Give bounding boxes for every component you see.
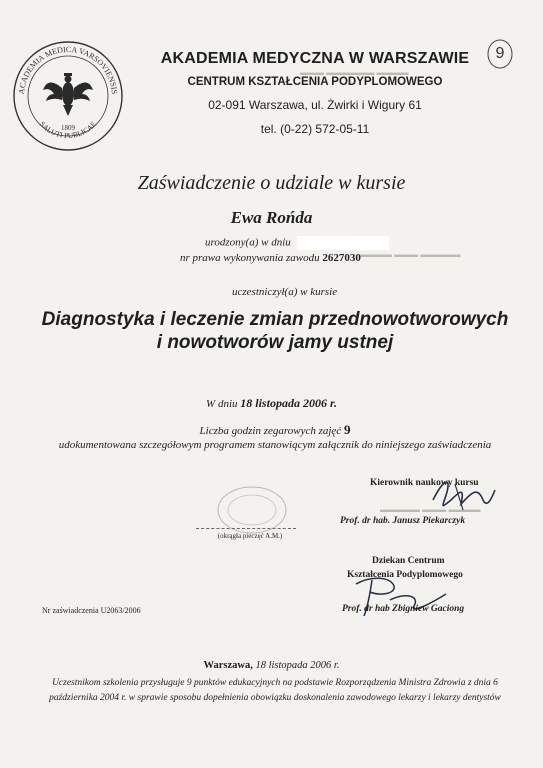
course-head-signature <box>425 470 500 518</box>
education-points-note: Uczestnikom szkolenia przysługuje 9 punktów edukacyjnych na podstawie Rozporządzenia Ministra Zdrowia z dnia 6 października 2004 r. w sprawie sposobu dopełnienia obowiązku doskonalenia zawodowego lekarzy i lekarzy dentystów <box>49 678 501 703</box>
letterhead <box>150 50 480 136</box>
institution-name: AKADEMIA MEDYCZNA W WARSZAWIE <box>160 50 470 67</box>
dean-label-2: Kształcenia Podyplomowego <box>347 570 463 580</box>
certificate-title: Zaświadczenie o udziale w kursie <box>137 172 406 194</box>
center-name: CENTRUM KSZTAŁCENIA PODYPLOMOWEGO <box>187 76 443 88</box>
bleed-through-mark: ▬▬▬ ▬▬▬▬▬▬ ▬▬▬▬ <box>300 68 409 77</box>
course-title: Diagnostyka i leczenie zmian przednowotworowych i nowotworów jamy ustnej <box>41 309 509 353</box>
seal-outer-text: ACADEMIA MEDICA VARSOVIENSIS <box>16 44 119 95</box>
seal-bottom-text: SALUTI PUBLICAE <box>38 119 98 141</box>
dean-signature <box>350 570 460 622</box>
birth-date-label: urodzony(a) w dniu <box>205 236 291 249</box>
registration-number <box>42 606 141 615</box>
seal-year: 1809 <box>61 124 75 132</box>
issue-place: Warszawa, <box>203 660 253 671</box>
bleed-through-mark: ▬▬▬▬▬ ▬▬▬ ▬▬▬▬ <box>380 505 481 514</box>
page-number <box>486 38 514 70</box>
dean-label-1: Dziekan Centrum <box>372 556 445 566</box>
birth-date-line <box>205 236 389 250</box>
phone: tel. (0-22) 572-05-11 <box>260 122 370 136</box>
issue-date-line <box>0 660 543 671</box>
documentation-text: udokumentowana szczegółowym programem stanowiącym załącznik do niniejszego zaświadczenia <box>58 439 492 451</box>
course-date: 18 listopada 2006 r. <box>240 396 337 410</box>
redacted-birth-date <box>297 236 389 250</box>
issue-date: 18 listopada 2006 r. <box>255 660 340 671</box>
participated-label: uczestniczył(a) w kursie <box>232 286 338 298</box>
course-date-label: W dniu <box>206 398 238 410</box>
address: 02-091 Warszawa, ul. Żwirki i Wigury 61 <box>208 98 422 112</box>
bleed-through-mark: ▬▬▬▬ ▬▬▬ ▬▬▬▬▬ <box>360 250 461 259</box>
course-date-line <box>0 396 543 411</box>
university-seal <box>10 38 126 154</box>
stamp-note: (okrągła pieczęć A.M.) <box>217 532 283 540</box>
course-head-label: Kierownik naukowy kursu <box>370 478 479 488</box>
license-number: 2627030 <box>322 252 361 264</box>
license-line <box>180 252 361 264</box>
registration-label: Nr zaświadczenia <box>42 606 99 615</box>
stamp-divider <box>196 528 296 529</box>
page-number-text: 9 <box>495 45 505 62</box>
dean-name: Prof. dr hab Zbigniew Gaciong <box>342 604 465 614</box>
license-label: nr prawa wykonywania zawodu <box>180 252 320 264</box>
hours-block <box>30 423 520 452</box>
course-head-name: Prof. dr hab. Janusz Piekarczyk <box>340 516 466 526</box>
participant-name: Ewa Rońda <box>230 208 313 227</box>
hours-value: 9 <box>343 422 351 437</box>
hours-label: Liczba godzin zegarowych zajęć <box>199 425 342 437</box>
registration-value: U2063/2006 <box>100 606 141 615</box>
